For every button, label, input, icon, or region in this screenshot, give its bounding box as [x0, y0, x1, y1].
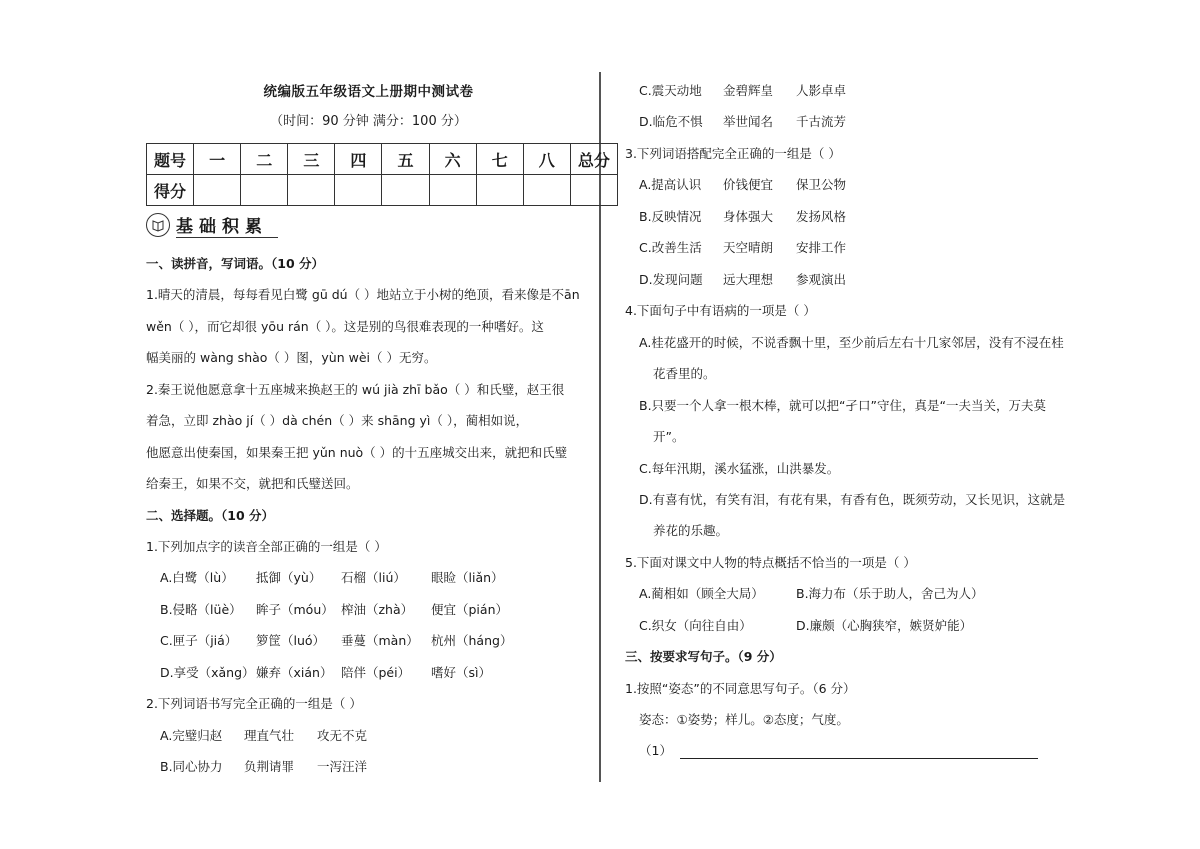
question-text: 2.秦王说他愿意拿十五座城来换赵王的 wú jià zhī bǎo（ ）和氏璧，赵王很 — [146, 382, 565, 397]
choice-item: 眼睑（liǎn） — [431, 570, 504, 585]
choice-item: C.震天动地 — [639, 83, 702, 98]
choice-item: 天空晴朗 — [723, 240, 774, 255]
choice-item: A.白鹭（lù） — [160, 570, 234, 585]
score-input-cell[interactable] — [241, 175, 288, 206]
definition-text: 姿态：①姿势；样儿。②态度；气度。 — [639, 712, 849, 727]
score-input-cell[interactable] — [335, 175, 382, 206]
choice-item: 榨油（zhà） — [341, 602, 414, 617]
choice-item[interactable]: B.只要一个人拿一根木棒，就可以把“孑口”守住，真是“一夫当关，万夫莫 — [639, 398, 1046, 413]
question-text: 4.下面句子中有语病的一项是（ ） — [625, 303, 816, 318]
book-icon — [146, 213, 170, 237]
score-input-cell[interactable] — [429, 175, 476, 206]
banner-title: 基础积累 — [176, 212, 278, 238]
choice-item: D.临危不惧 — [639, 114, 703, 129]
choice-item: 攻无不克 — [317, 728, 368, 743]
choice-item: A.蔺相如（顾全大局） — [639, 586, 764, 601]
choice-item: B.侵略（lüè） — [160, 602, 242, 617]
choice-item: C.织女（向往自由） — [639, 618, 752, 633]
exam-subtitle: （时间：90 分钟 满分：100 分） — [270, 114, 467, 129]
question-text: 3.下列词语搭配完全正确的一组是（ ） — [625, 146, 841, 161]
choice-item-cont: 开”。 — [653, 429, 685, 444]
question-text: 给秦王，如果不交，就把和氏璧送回。 — [146, 476, 359, 491]
choice-item: B.反映情况 — [639, 209, 702, 224]
question-text: 1.晴天的清晨，每每看见白鹭 gū dú（ ）地站立于小树的绝顶，看来像是不ān — [146, 287, 580, 302]
choice-item: 身体强大 — [723, 209, 774, 224]
choice-item: 一泻汪洋 — [317, 759, 368, 774]
choice-item[interactable]: D.有喜有忧，有笑有泪，有花有果，有香有色，既须劳动，又长见识，这就是 — [639, 492, 1066, 507]
choice-item: 石榴（liú） — [341, 570, 406, 585]
question-text: 幅美丽的 wàng shào（ ）图，yùn wèi（ ）无穷。 — [146, 350, 437, 365]
score-cell: 七 — [476, 144, 523, 175]
choice-item: B.同心协力 — [160, 759, 223, 774]
answer-line[interactable] — [639, 741, 1038, 759]
choice-item: 参观演出 — [796, 272, 847, 287]
choice-item: 金碧辉皇 — [723, 83, 774, 98]
section-banner — [146, 212, 278, 238]
choice-item: 嗜好（sì） — [431, 665, 491, 680]
choice-item: 负荆请罪 — [244, 759, 295, 774]
choice-item-cont: 花香里的。 — [653, 366, 716, 381]
choice-item: 嫌弃（xián） — [256, 665, 333, 680]
score-cell: 一 — [194, 144, 241, 175]
score-input-cell[interactable] — [570, 175, 617, 206]
score-table-score-row — [147, 175, 618, 206]
score-input-cell[interactable] — [476, 175, 523, 206]
score-cell: 三 — [288, 144, 335, 175]
choice-item: B.海力布（乐于助人，舍己为人） — [796, 586, 984, 601]
choice-item: 千古流芳 — [796, 114, 847, 129]
exam-title: 统编版五年级语文上册期中测试卷 — [263, 84, 474, 100]
score-cell: 四 — [335, 144, 382, 175]
choice-item: 杭州（háng） — [431, 633, 513, 648]
choice-item: 价钱便宜 — [723, 177, 774, 192]
choice-item: 人影卓卓 — [796, 83, 847, 98]
score-cell: 总分 — [570, 144, 617, 175]
choice-item: 垂蔓（màn） — [341, 633, 419, 648]
choice-item: 理直气壮 — [244, 728, 295, 743]
choice-item: 安排工作 — [796, 240, 847, 255]
question-text: wěn（ ），而它却很 yōu rán（ ）。这是别的鸟很难表现的一种嗜好。这 — [146, 319, 544, 334]
question-text: 1.按照“姿态”的不同意思写句子。（6 分） — [625, 681, 856, 696]
score-input-cell[interactable] — [288, 175, 335, 206]
choice-item-cont: 养花的乐趣。 — [653, 523, 729, 538]
choice-item: 发扬风格 — [796, 209, 847, 224]
question-text: 着急，立即 zhào jí（ ）dà chén（ ）来 shāng yì（ ），蔺相如说， — [146, 413, 529, 428]
score-cell: 六 — [429, 144, 476, 175]
choice-item: C.改善生活 — [639, 240, 702, 255]
choice-item: A.提高认识 — [639, 177, 702, 192]
choice-item: D.发现问题 — [639, 272, 703, 287]
choice-item[interactable]: C.每年汛期，溪水猛涨，山洪暴发。 — [639, 461, 840, 476]
choice-item: 眸子（móu） — [256, 602, 334, 617]
choice-item: 远大理想 — [723, 272, 774, 287]
score-cell: 题号 — [147, 144, 194, 175]
choice-item: 箩筐（luó） — [256, 633, 326, 648]
score-input-cell[interactable] — [523, 175, 570, 206]
question-text: 他愿意出使秦国，如果秦王把 yǔn nuò（ ）的十五座城交出来，就把和氏璧 — [146, 445, 568, 460]
choice-item: 抵御（yù） — [256, 570, 322, 585]
question-text: 1.下列加点字的读音全部正确的一组是（ ） — [146, 539, 387, 554]
score-input-cell[interactable] — [194, 175, 241, 206]
score-input-cell[interactable] — [382, 175, 429, 206]
choice-item: D.享受（xǎng） — [160, 665, 255, 680]
question-text: 2.下列词语书写完全正确的一组是（ ） — [146, 696, 362, 711]
choice-item: C.匣子（jiá） — [160, 633, 238, 648]
section-3-heading: 三、按要求写句子。（9 分） — [625, 649, 782, 664]
choice-item: D.廉颇（心胸狭窄，嫉贤妒能） — [796, 618, 973, 633]
score-cell: 五 — [382, 144, 429, 175]
choice-item: 陪伴（péi） — [341, 665, 411, 680]
score-cell: 八 — [523, 144, 570, 175]
choice-item: A.完璧归赵 — [160, 728, 223, 743]
score-row-label: 得分 — [147, 175, 194, 206]
section-1-heading: 一、读拼音，写词语。（10 分） — [146, 256, 324, 271]
section-2-heading: 二、选择题。（10 分） — [146, 508, 274, 523]
answer-number: （1） — [639, 743, 672, 758]
choice-item: 举世闻名 — [723, 114, 774, 129]
choice-item: 保卫公物 — [796, 177, 847, 192]
answer-blank[interactable] — [680, 746, 1038, 759]
question-text: 5.下面对课文中人物的特点概括不恰当的一项是（ ） — [625, 555, 916, 570]
choice-item: 便宜（pián） — [431, 602, 508, 617]
score-table-header-row — [147, 144, 618, 175]
score-cell: 二 — [241, 144, 288, 175]
choice-item[interactable]: A.桂花盛开的时候，不说香飘十里，至少前后左右十几家邻居，没有不浸在桂 — [639, 335, 1064, 350]
score-table — [146, 143, 618, 206]
